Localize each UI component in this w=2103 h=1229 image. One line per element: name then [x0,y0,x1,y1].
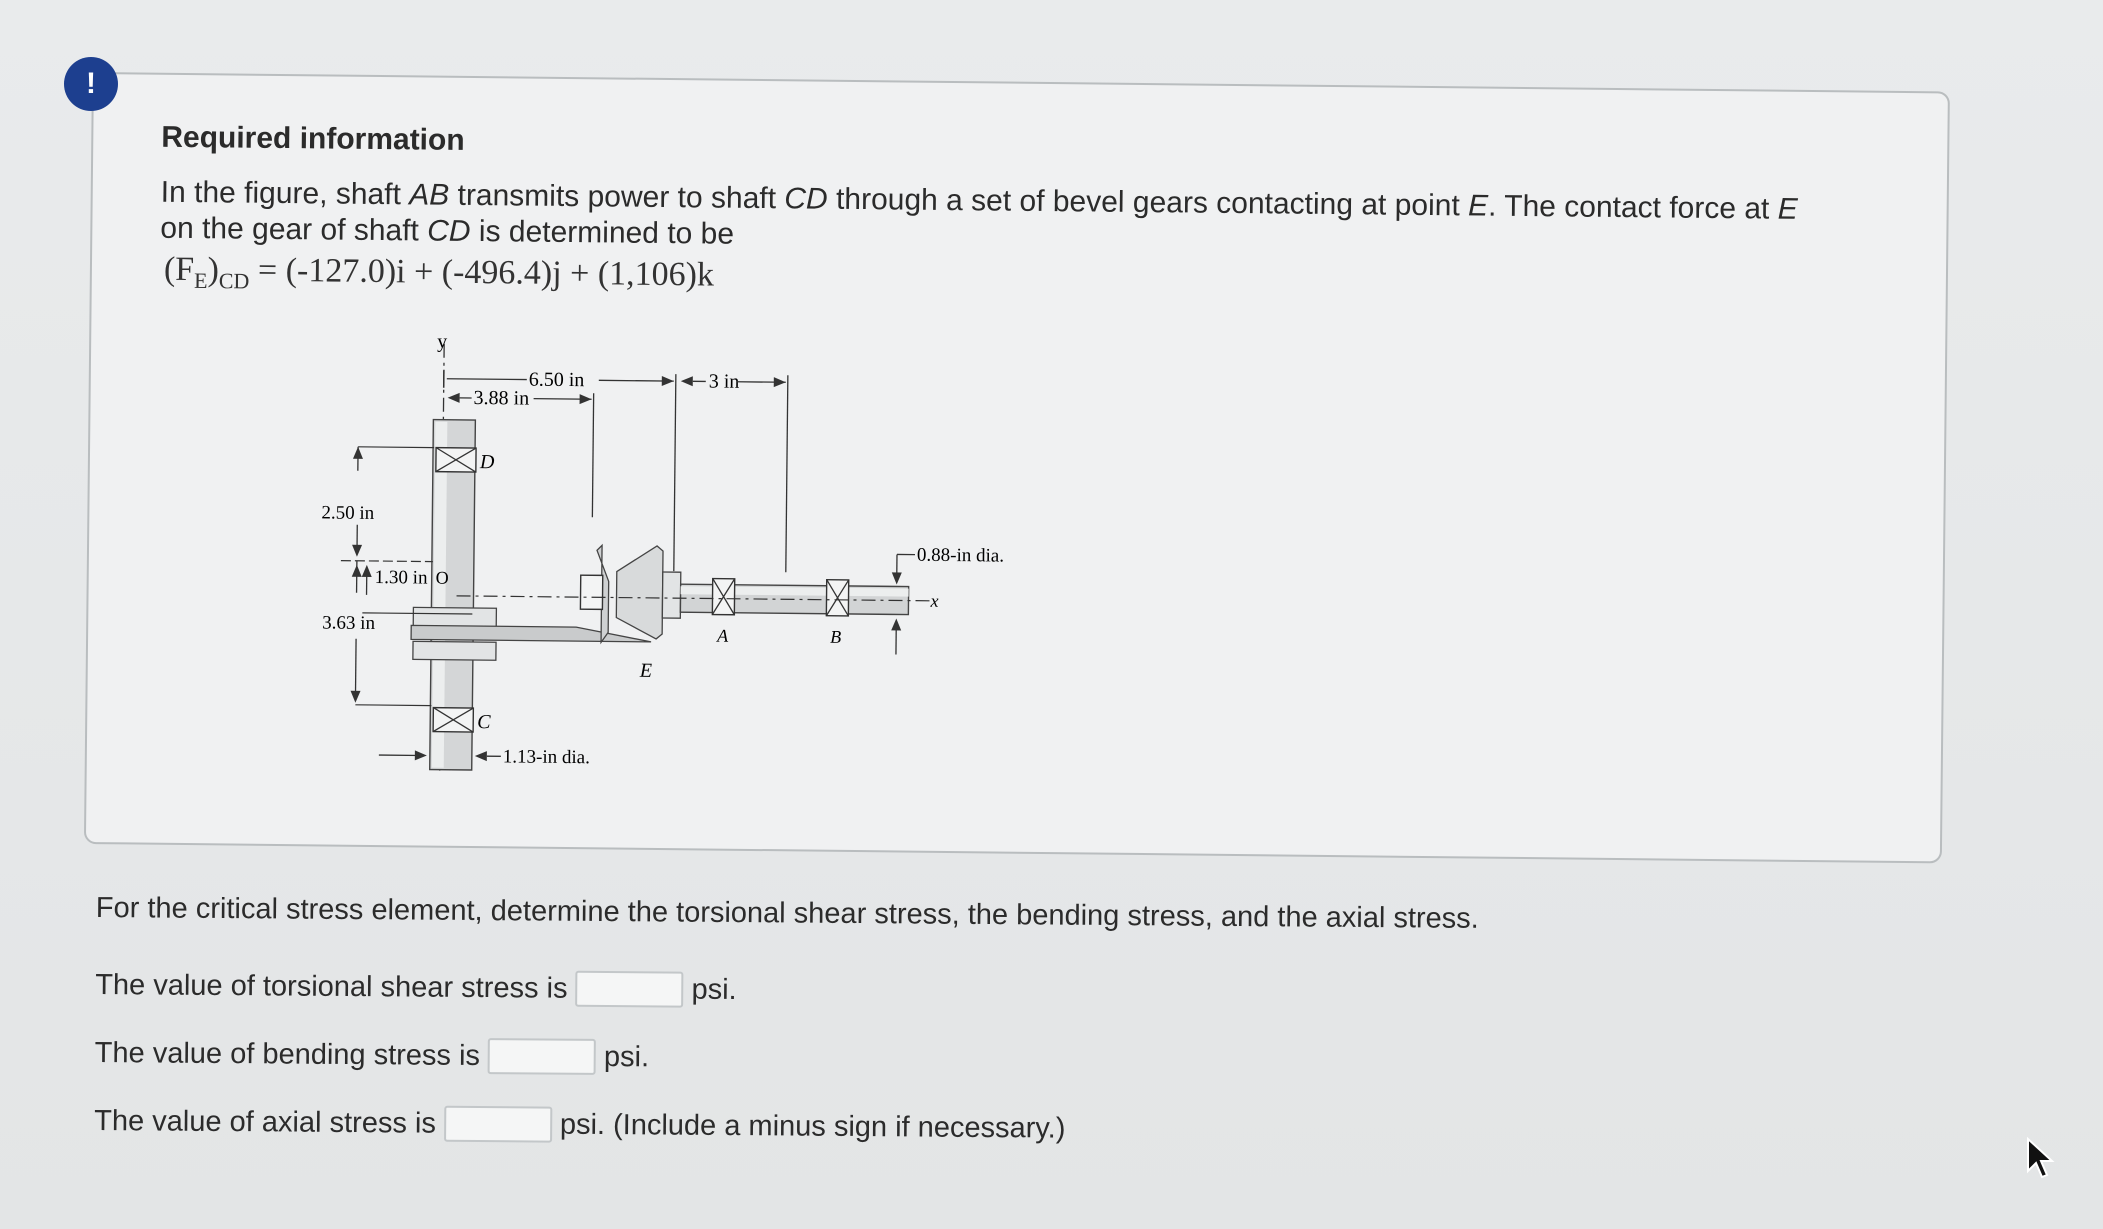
exclamation-icon: ! [64,57,118,111]
dia-088-label: 0.88-in dia. [916,544,1005,567]
card-content [160,120,1862,769]
shaft-ab-ref: AB [409,178,450,212]
problem-text: through a set of bevel gears contacting at point [827,182,1469,223]
required-information-card [84,72,1950,863]
axial-stress-label: The value of axial stress is [94,1104,437,1140]
problem-text: . The contact force at [1487,189,1778,226]
y-axis-label: y [437,330,448,353]
dim-1-30-label: 1.30 in [374,566,428,589]
point-c-label: C [477,711,491,734]
torsional-shear-unit: psi. [691,973,737,1006]
axial-stress-input[interactable] [444,1106,552,1143]
bending-stress-row [95,1035,1795,1084]
shaft-cd-ref: CD [427,214,471,248]
dim-6-50-label: 6.50 in [528,368,585,392]
required-information-title: Required information [161,120,465,157]
dim-3-88-label: 3.88 in [473,387,530,410]
point-d-label: D [479,451,495,474]
point-e-ref: E [1467,189,1489,223]
torsional-shear-input[interactable] [575,971,683,1008]
shaft-gear-figure [155,330,1005,789]
question-section [94,892,1796,1184]
bending-stress-input[interactable] [488,1038,596,1075]
point-b-label: B [830,626,842,647]
dim-3-label: 3 in [708,370,740,393]
dia-113-label: 1.13-in dia. [502,746,591,769]
axial-stress-unit: psi. (Include a minus sign if necessary.) [559,1108,1066,1145]
gear-cd [411,625,651,642]
shaft-cd-ref: CD [784,182,828,216]
torsional-shear-label: The value of torsional shear stress is [95,968,568,1005]
contact-force-equation: $(F_E)_{CD} = (-127.0)i + (-496.4)j + (1,106)k$ [163,250,715,294]
dim-2-50-label: 2.50 in [321,502,375,524]
problem-text: on the gear of shaft [160,211,428,248]
torsional-shear-row [95,967,1795,1016]
axial-stress-row [94,1103,1794,1152]
problem-text: In the figure, shaft [160,175,410,212]
point-e-label: E [639,659,653,682]
dim-3-63-label: 3.63 in [322,612,376,634]
question-prompt: For the critical stress element, determine the torsional shear stress, the bending stress, and the axial stress. [95,892,1479,935]
point-e-ref: E [1777,192,1798,226]
bending-stress-label: The value of bending stress is [94,1036,481,1072]
x-axis-label: x [930,590,939,611]
point-o-label: O [435,567,449,588]
mouse-pointer-icon [2026,1137,2054,1179]
gear-ab [616,546,663,639]
bending-stress-unit: psi. [603,1040,650,1073]
problem-text: transmits power to shaft [449,178,785,216]
problem-text: is determined to be [470,214,735,251]
point-a-label: A [717,625,729,646]
problem-statement [160,175,1831,264]
